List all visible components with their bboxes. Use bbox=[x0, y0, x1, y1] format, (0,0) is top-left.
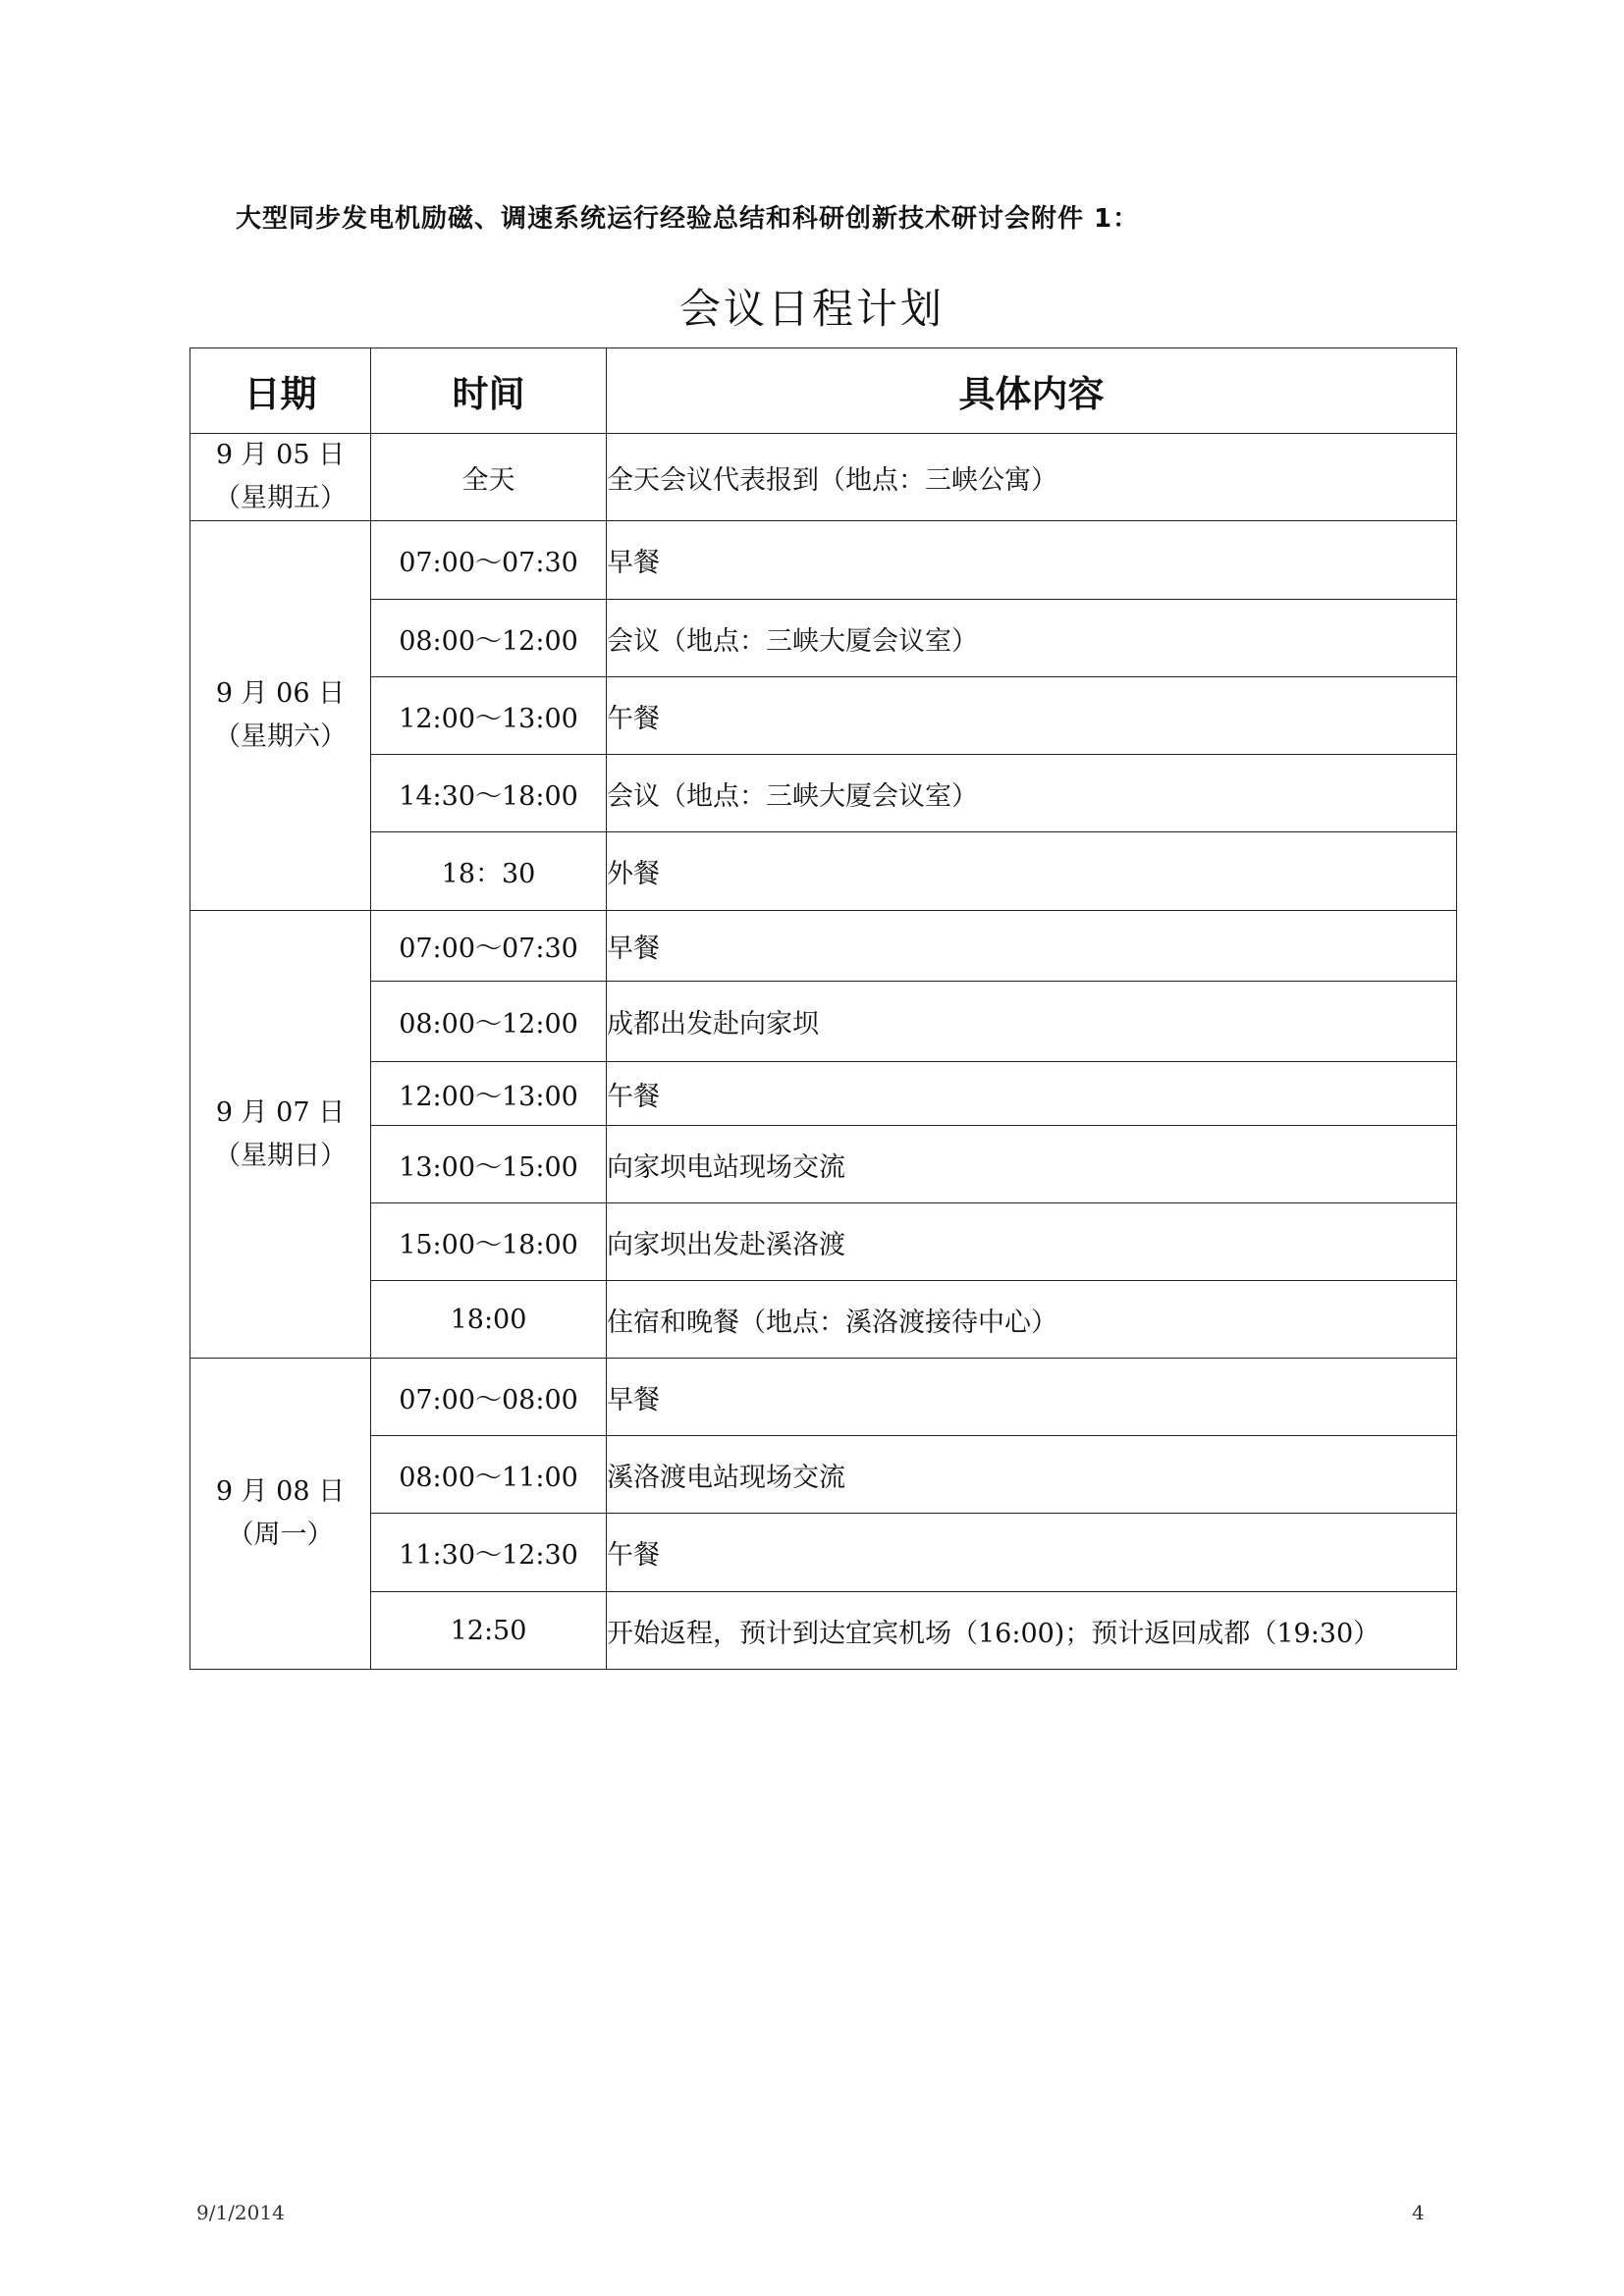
table-row bbox=[190, 1514, 1457, 1592]
content-cell: 住宿和晚餐（地点：溪洛渡接待中心） bbox=[607, 1281, 1457, 1359]
content-cell: 早餐 bbox=[607, 1359, 1457, 1436]
schedule-table bbox=[189, 347, 1457, 1670]
table-row bbox=[190, 832, 1457, 911]
content-cell: 溪洛渡电站现场交流 bbox=[607, 1436, 1457, 1514]
document-subtitle: 大型同步发电机励磁、调速系统运行经验总结和科研创新技术研讨会附件 1： bbox=[236, 204, 1140, 234]
weekday-text: （星期六） bbox=[214, 721, 347, 752]
footer-date: 9/1/2014 bbox=[196, 2201, 285, 2224]
table-row bbox=[190, 521, 1457, 600]
time-cell: 08:00～12:00 bbox=[371, 600, 607, 677]
time-cell: 12:00～13:00 bbox=[371, 677, 607, 755]
time-cell: 11:30～12:30 bbox=[371, 1514, 607, 1592]
date-cell bbox=[190, 911, 371, 1359]
table-row bbox=[190, 1203, 1457, 1281]
weekday-text: （周一） bbox=[227, 1520, 334, 1550]
table-row bbox=[190, 1062, 1457, 1126]
content-cell: 午餐 bbox=[607, 677, 1457, 755]
table-row bbox=[190, 600, 1457, 677]
content-cell: 会议（地点：三峡大厦会议室） bbox=[607, 600, 1457, 677]
time-cell: 18:00 bbox=[371, 1281, 607, 1359]
time-cell: 07:00～08:00 bbox=[371, 1359, 607, 1436]
header-content: 具体内容 bbox=[607, 348, 1457, 434]
table-row bbox=[190, 1126, 1457, 1203]
table-row bbox=[190, 755, 1457, 832]
time-cell: 12:00～13:00 bbox=[371, 1062, 607, 1126]
time-cell: 07:00～07:30 bbox=[371, 911, 607, 982]
table-row bbox=[190, 982, 1457, 1062]
time-cell: 全天 bbox=[371, 434, 607, 521]
content-cell: 全天会议代表报到（地点：三峡公寓） bbox=[607, 434, 1457, 521]
time-cell: 07:00～07:30 bbox=[371, 521, 607, 600]
content-cell: 开始返程，预计到达宜宾机场（16:00)；预计返回成都（19:30） bbox=[607, 1592, 1457, 1670]
time-cell: 08:00～12:00 bbox=[371, 982, 607, 1062]
weekday-text: （星期五） bbox=[214, 483, 347, 513]
table-row bbox=[190, 1436, 1457, 1514]
time-cell: 13:00～15:00 bbox=[371, 1126, 607, 1203]
content-cell: 外餐 bbox=[607, 832, 1457, 911]
time-cell: 12:50 bbox=[371, 1592, 607, 1670]
date-cell bbox=[190, 434, 371, 521]
content-cell: 早餐 bbox=[607, 911, 1457, 982]
table-row bbox=[190, 1592, 1457, 1670]
table-row bbox=[190, 677, 1457, 755]
header-row bbox=[190, 348, 1457, 434]
table-row bbox=[190, 1281, 1457, 1359]
time-cell: 18：30 bbox=[371, 832, 607, 911]
time-cell: 08:00～11:00 bbox=[371, 1436, 607, 1514]
header-time: 时间 bbox=[371, 348, 607, 434]
content-cell: 早餐 bbox=[607, 521, 1457, 600]
time-cell: 15:00～18:00 bbox=[371, 1203, 607, 1281]
date-text: 9 月 08 日 bbox=[215, 1476, 346, 1507]
time-cell: 14:30～18:00 bbox=[371, 755, 607, 832]
content-cell: 午餐 bbox=[607, 1514, 1457, 1592]
date-cell bbox=[190, 521, 371, 911]
date-text: 9 月 05 日 bbox=[215, 440, 346, 470]
table-row bbox=[190, 434, 1457, 521]
content-cell: 向家坝电站现场交流 bbox=[607, 1126, 1457, 1203]
table-row bbox=[190, 911, 1457, 982]
date-text: 9 月 07 日 bbox=[215, 1096, 346, 1128]
date-text: 9 月 06 日 bbox=[215, 678, 346, 709]
content-cell: 向家坝出发赴溪洛渡 bbox=[607, 1203, 1457, 1281]
content-cell: 会议（地点：三峡大厦会议室） bbox=[607, 755, 1457, 832]
page-number: 4 bbox=[1412, 2201, 1425, 2224]
table-row bbox=[190, 1359, 1457, 1436]
header-date: 日期 bbox=[190, 348, 371, 434]
content-cell: 成都出发赴向家坝 bbox=[607, 982, 1457, 1062]
weekday-text: （星期日） bbox=[214, 1140, 347, 1171]
content-cell: 午餐 bbox=[607, 1062, 1457, 1126]
date-cell bbox=[190, 1359, 371, 1670]
document-title: 会议日程计划 bbox=[678, 285, 945, 333]
